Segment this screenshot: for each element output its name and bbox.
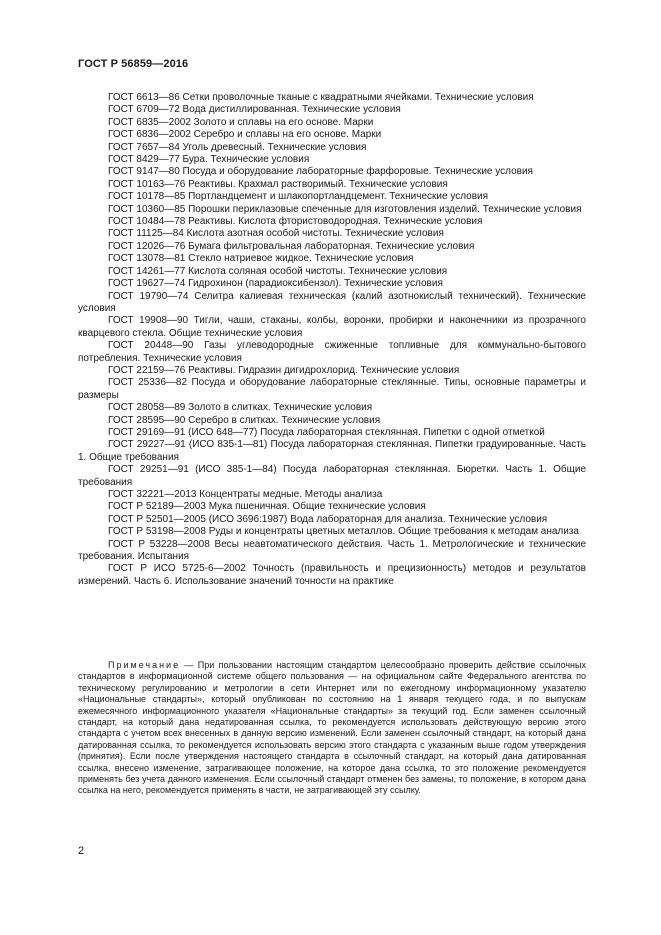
document-header: ГОСТ Р 56859—2016 xyxy=(78,58,189,70)
reference-item: ГОСТ 28058—89 Золото в слитках. Технические условия xyxy=(108,402,373,414)
reference-item: ГОСТ 32221—2013 Концентраты медные. Методы анализа xyxy=(108,489,383,500)
reference-item: ГОСТ 29169—91 (ИСО 648—77) Посуда лабораторная стеклянная. Пипетки с одной отметкой xyxy=(108,426,545,438)
reference-item: ГОСТ Р 52189—2003 Мука пшеничная. Общие технические условия xyxy=(108,501,426,513)
reference-item: ГОСТ 10178—85 Портландцемент и шлакопортландцемент. Технические условия xyxy=(108,191,489,203)
references-list xyxy=(78,92,586,588)
reference-item: ГОСТ 10163—76 Реактивы. Крахмал растворимый. Технические условия xyxy=(108,178,448,190)
reference-item: ГОСТ 19627—74 Гидрохинон (парадиоксибензол). Технические условия xyxy=(108,278,443,290)
reference-item: ГОСТ 6709—72 Вода дистиллированная. Технические условия xyxy=(108,104,401,116)
reference-item: ГОСТ 29227—91 (ИСО 835-1—81) Посуда лабораторная стеклянная. Пипетки градуированные. Часть 1. Общие требования xyxy=(78,439,586,463)
note-label: Примечание xyxy=(108,660,181,670)
reference-item: ГОСТ 10360—85 Порошки периклазовые спеченные для изготовления изделий. Технические условия xyxy=(108,203,582,215)
note-paragraph xyxy=(78,660,586,797)
reference-item: ГОСТ 19908—90 Тигли, чаши, стаканы, колбы, воронки, пробирки и наконечники из прозрачного кварцевого стекла. Общие технические условия xyxy=(78,315,586,339)
reference-item: ГОСТ Р ИСО 5725-6—2002 Точность (правильность и прецизионность) методов и результатов измерений. Часть 6. Использование значений точности на практике xyxy=(78,563,586,587)
reference-item: ГОСТ 28595—90 Серебро в слитках. Технические условия xyxy=(108,414,381,426)
reference-item: ГОСТ 13078—81 Стекло натриевое жидкое. Технические условия xyxy=(108,253,414,265)
reference-item: ГОСТ 19790—74 Селитра калиевая техническая (калий азотнокислый технический). Технические условия xyxy=(78,290,586,314)
reference-item: ГОСТ 11125—84 Кислота азотная особой чистоты. Технические условия xyxy=(108,228,444,240)
reference-item: ГОСТ 12026—76 Бумага фильтровальная лабораторная. Технические условия xyxy=(108,240,475,252)
page-number: 2 xyxy=(78,845,85,857)
note-text: — При пользовании настоящим стандартом целесообразно проверить действие ссылочных стандартов в информационной системе общего пользования — на официальном сайте Федерального агентства по техническому регулированию и метрологии в сети Интернет или по ежегодному информационному указателю «Национальные стандарты», который опубликован по состоянию на 1 января текущего года, и по выпускам ежемесячного информационного указателя «Национальные стандарты» за текущий год. Если заменен ссылочный стандарт, на который дана недатированная ссылка, то рекомендуется использовать действующую версию этого стандарта с учетом всех внесенных в данную версию изменений. Если заменен ссылочный стандарт, на который дана датированная ссылка, то рекомендуется использовать версию этого стандарта с указанным выше годом утверждения (принятия). Если после утверждения настоящего стандарта в ссылочный стандарт, на который дана датированная ссылка, внесено изменение, затрагивающее положение, на которое дана ссылка, то это положение рекомендуется применять без учета данного изменения. Если ссылочный стандарт отменен без замены, то положение, в котором дана ссылка на него, рекомендуется применять в части, не затрагивающей эту ссылку. xyxy=(78,660,586,796)
reference-item: ГОСТ Р 52501—2005 (ИСО 3696:1987) Вода лабораторная для анализа. Технические условия xyxy=(108,513,548,525)
reference-item: ГОСТ 14261—77 Кислота соляная особой чистоты. Технические условия xyxy=(108,265,448,277)
reference-item: ГОСТ 25336—82 Посуда и оборудование лабораторные стеклянные. Типы, основные параметры и размеры xyxy=(78,377,586,401)
reference-item: ГОСТ 22159—76 Реактивы. Гидразин дигидрохлорид. Технические условия xyxy=(108,364,460,376)
reference-item: ГОСТ 8429—77 Бура. Технические условия xyxy=(108,154,310,166)
reference-item: ГОСТ 29251—91 (ИСО 385-1—84) Посуда лабораторная стеклянная. Бюретки. Часть 1. Общие требования xyxy=(78,464,586,488)
reference-item: ГОСТ 6613—86 Сетки проволочные тканые с квадратными ячейками. Технические условия xyxy=(108,92,534,103)
reference-item: ГОСТ 6835—2002 Золото и сплавы на его основе. Марки xyxy=(108,116,374,128)
reference-item: ГОСТ 6836—2002 Серебро и сплавы на его основе. Марки xyxy=(108,129,382,141)
reference-item: ГОСТ Р 53228—2008 Весы неавтоматического действия. Часть 1. Метрологические и технические требования. Испытания xyxy=(78,538,586,563)
reference-item: ГОСТ 9147—80 Посуда и оборудование лабораторные фарфоровые. Технические условия xyxy=(108,166,533,178)
reference-item: ГОСТ Р 53198—2008 Руды и концентраты цветных металлов. Общие требования к методам анализа xyxy=(108,526,579,538)
reference-item: ГОСТ 20448—90 Газы углеводородные сжиженные топливные для коммунально-бытового потребления. Технические условия xyxy=(78,340,586,364)
reference-item: ГОСТ 10484—78 Реактивы. Кислота фтористоводородная. Технические условия xyxy=(108,216,483,228)
reference-item: ГОСТ 7657—84 Уголь древесный. Технические условия xyxy=(108,141,367,153)
